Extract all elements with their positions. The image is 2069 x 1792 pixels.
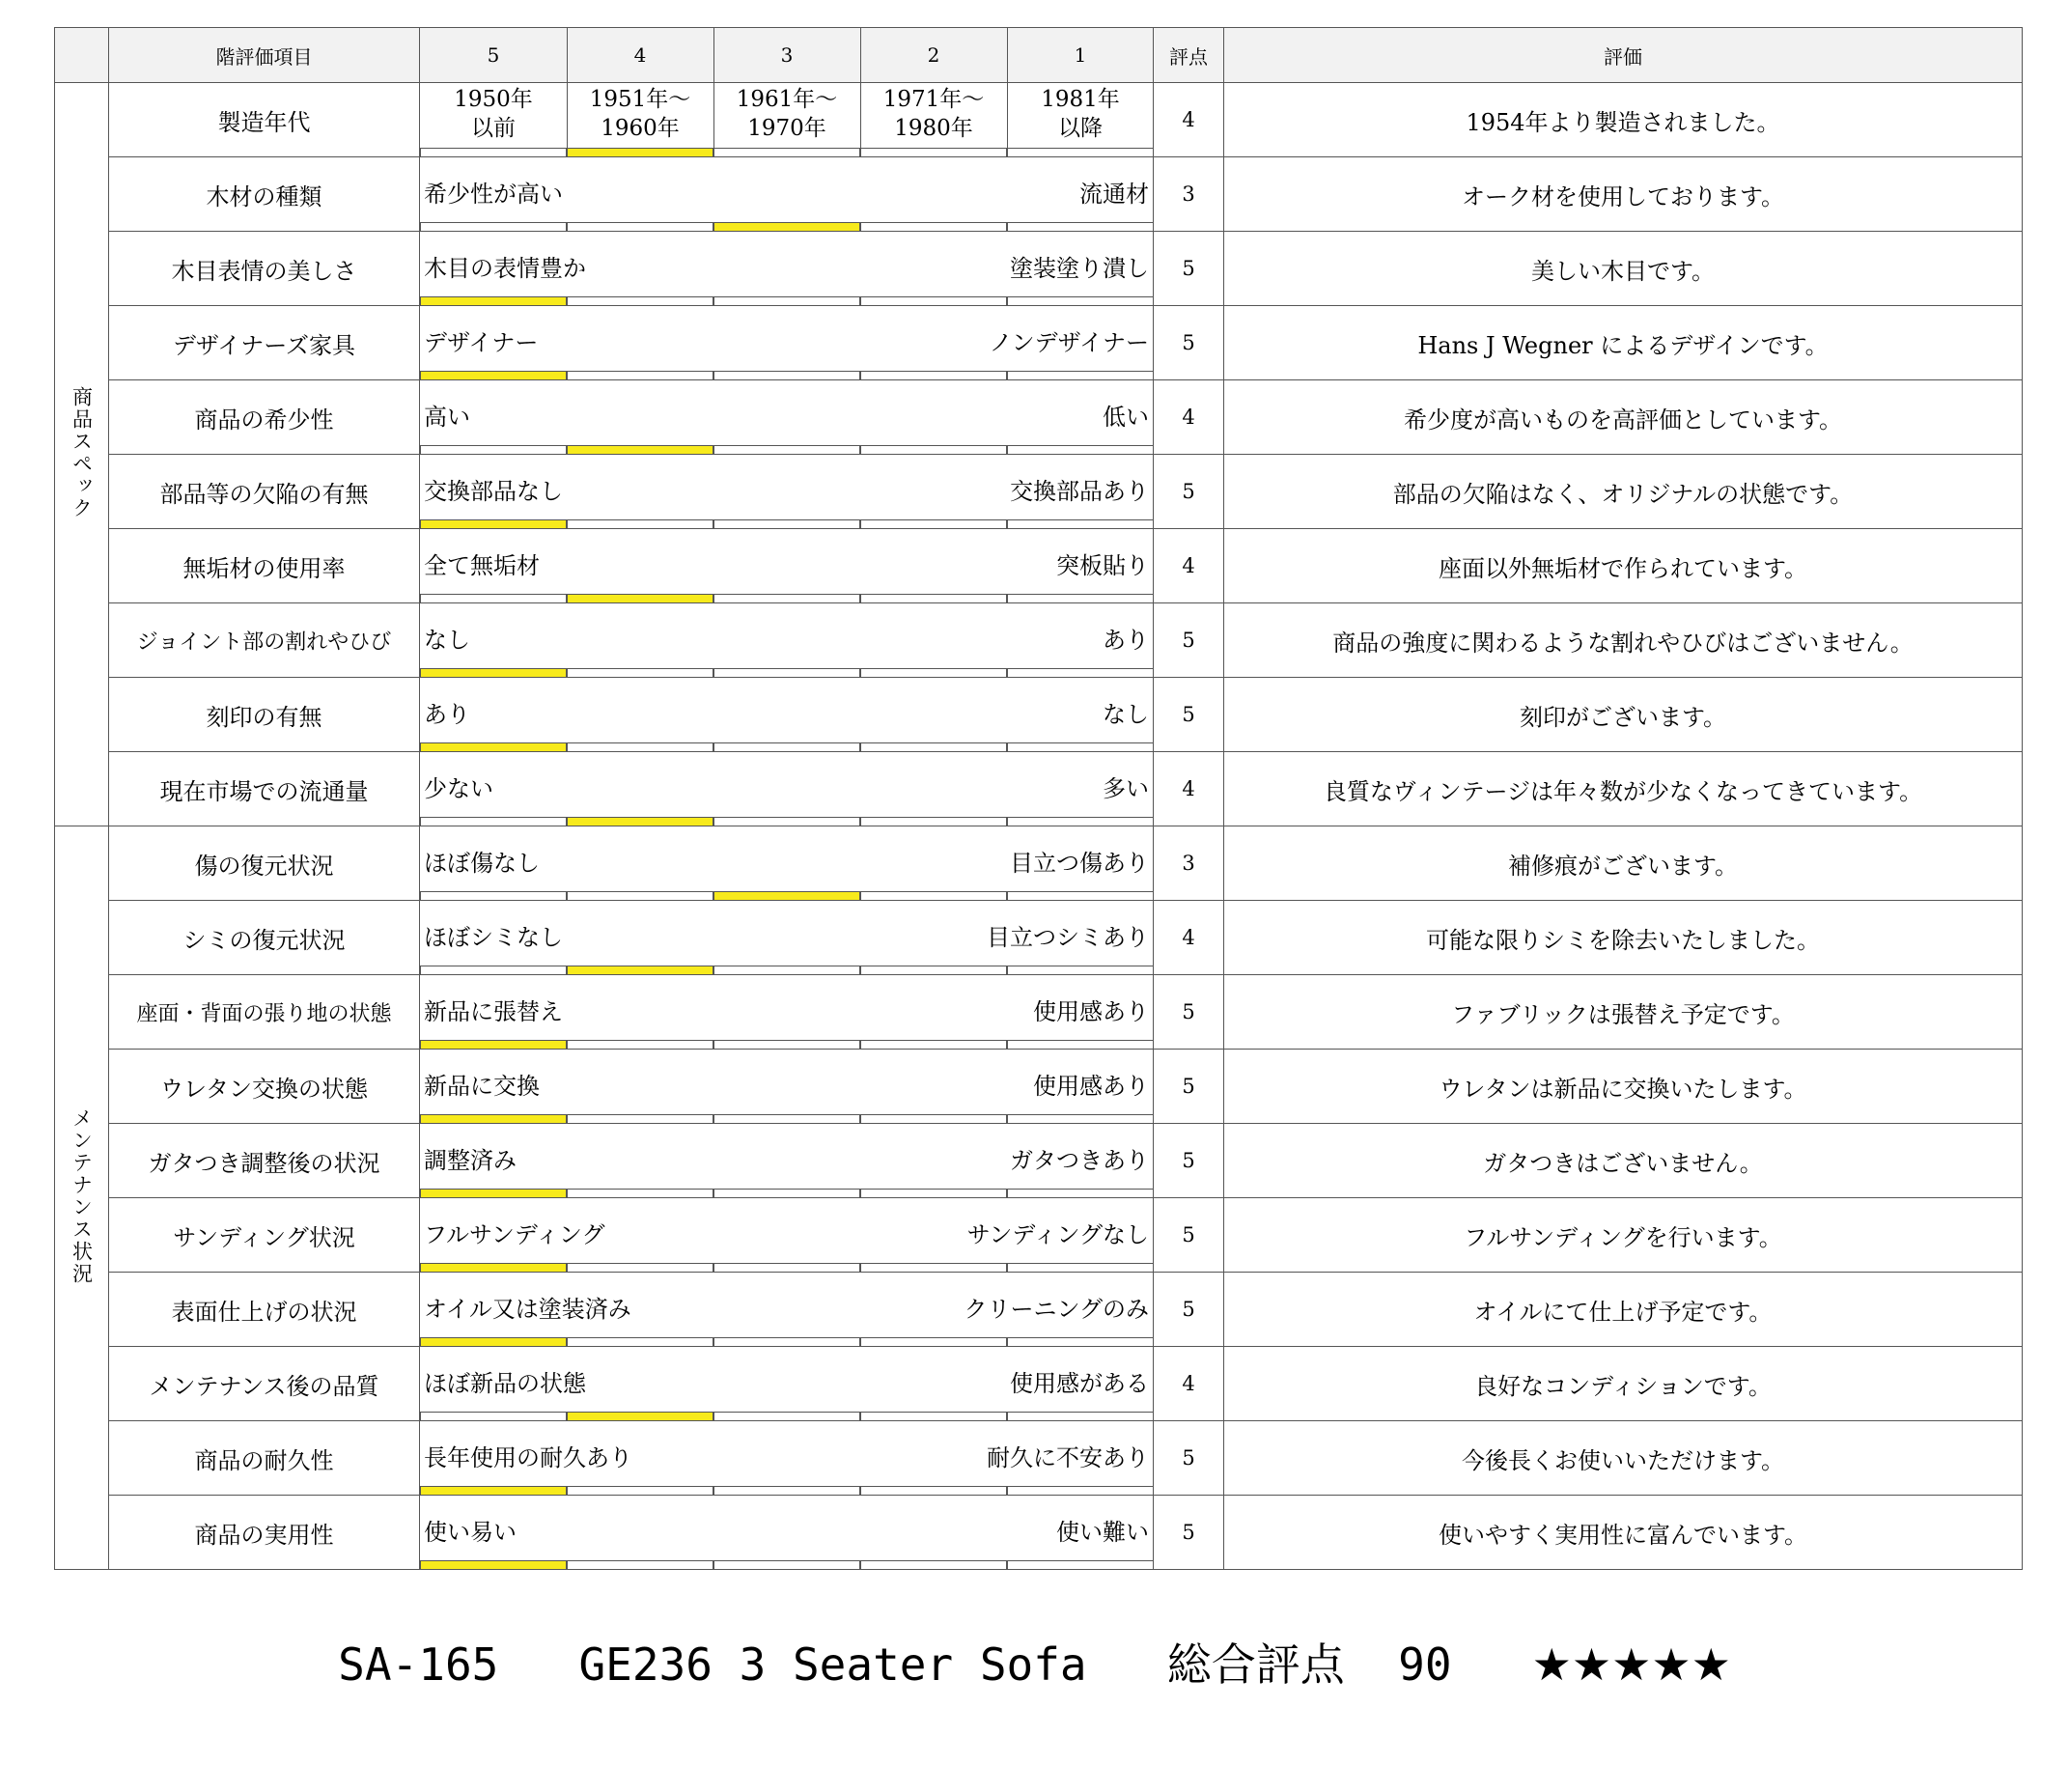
score-cell: 5 (1154, 455, 1224, 529)
table-row (55, 83, 2023, 157)
rating-scale (420, 380, 1154, 455)
scale-segment (567, 891, 713, 900)
year-divider (860, 83, 861, 156)
rating-scale (420, 306, 1154, 380)
scale-segment (567, 148, 713, 156)
scale-segment (860, 222, 1007, 231)
table-row (55, 1198, 2023, 1273)
scale-left-label: 使い易い (424, 1519, 517, 1546)
scale-segment (713, 1486, 860, 1495)
comment-cell: オイルにて仕上げ予定です。 (1224, 1273, 2023, 1347)
rating-scale (420, 901, 1154, 975)
scale-segment (1007, 1040, 1154, 1049)
rating-scale (420, 1496, 1154, 1570)
rating-scale (420, 455, 1154, 529)
item-label: メンテナンス後の品質 (109, 1347, 420, 1421)
scale-segment (420, 1486, 567, 1495)
scale-segment (713, 1040, 860, 1049)
score-cell: 5 (1154, 975, 1224, 1050)
rating-scale (420, 975, 1154, 1050)
scale-segment (420, 1040, 567, 1049)
total-label: 総合評点 (1166, 1638, 1345, 1691)
table-row (55, 306, 2023, 380)
scale-segment (567, 817, 713, 826)
year-divider (713, 83, 714, 156)
item-label: 刻印の有無 (109, 678, 420, 752)
scale-left-label: あり (424, 701, 470, 728)
comment-cell: 座面以外無垢材で作られています。 (1224, 529, 2023, 603)
scale-left-label: なし (424, 627, 470, 654)
item-label: 傷の復元状況 (109, 826, 420, 901)
scale-left-label: 全て無垢材 (424, 552, 540, 579)
scale-segment (420, 594, 567, 602)
comment-cell: 商品の強度に関わるような割れやひびはございません。 (1224, 603, 2023, 678)
scale-segment (860, 966, 1007, 974)
scale-segment (567, 966, 713, 974)
scale-segment (713, 1114, 860, 1123)
scale-left-label: オイル又は塗装済み (424, 1296, 631, 1323)
rating-scale (420, 232, 1154, 306)
scale-segment (713, 222, 860, 231)
scale-segment (420, 296, 567, 305)
score-cell: 5 (1154, 678, 1224, 752)
comment-cell: ガタつきはございません。 (1224, 1124, 2023, 1198)
scale-segment (860, 1040, 1007, 1049)
product-code: SA-165 (338, 1638, 499, 1691)
score-cell: 4 (1154, 529, 1224, 603)
comment-cell: 刻印がございます。 (1224, 678, 2023, 752)
item-label: ウレタン交換の状態 (109, 1050, 420, 1124)
scale-segment (1007, 891, 1154, 900)
scale-segment (420, 1337, 567, 1346)
table-row (55, 1347, 2023, 1421)
scale-segment (860, 1412, 1007, 1420)
scale-segment (713, 742, 860, 751)
scale-segment (567, 222, 713, 231)
scale-segment (420, 1412, 567, 1420)
scale-segment (1007, 296, 1154, 305)
scale-right-label: サンディングなし (966, 1221, 1149, 1248)
scale-segment (420, 148, 567, 156)
comment-cell: ファブリックは張替え予定です。 (1224, 975, 2023, 1050)
scale-left-label: ほぼ傷なし (424, 850, 540, 877)
item-label: 商品の希少性 (109, 380, 420, 455)
scale-segment (567, 1114, 713, 1123)
scale-segment (1007, 1189, 1154, 1197)
scale-segment (713, 1560, 860, 1569)
header-blank (55, 28, 109, 83)
rating-scale (420, 1347, 1154, 1421)
scale-right-label: 使用感あり (1033, 1073, 1149, 1100)
score-cell: 5 (1154, 1273, 1224, 1347)
scale-left-label: 長年使用の耐久あり (424, 1444, 632, 1471)
table-row (55, 901, 2023, 975)
header-level-3: 3 (780, 43, 794, 67)
comment-cell: 使いやすく実用性に富んでいます。 (1224, 1496, 2023, 1570)
comment-cell: 今後長くお使いいただけます。 (1224, 1421, 2023, 1496)
score-cell: 5 (1154, 1198, 1224, 1273)
scale-segment (567, 594, 713, 602)
comment-cell: 1954年より製造されました。 (1224, 83, 2023, 157)
comment-cell: 補修痕がございます。 (1224, 826, 2023, 901)
header-level-2: 2 (927, 43, 940, 67)
scale-segment (860, 445, 1007, 454)
level-divider (860, 28, 861, 82)
scale-right-label: 使い難い (1056, 1519, 1149, 1546)
scale-segment (1007, 966, 1154, 974)
comment-cell: 良好なコンディションです。 (1224, 1347, 2023, 1421)
rating-scale (420, 1421, 1154, 1496)
score-cell: 5 (1154, 603, 1224, 678)
table-row (55, 603, 2023, 678)
score-cell: 4 (1154, 83, 1224, 157)
evaluation-table (54, 27, 2023, 1570)
scale-segment (1007, 222, 1154, 231)
level-divider (713, 28, 714, 82)
scale-segment (860, 519, 1007, 528)
table-row (55, 529, 2023, 603)
scale-segment (713, 966, 860, 974)
scale-right-label: 目立つシミあり (987, 924, 1149, 951)
product-name: GE236 3 Seater Sofa (578, 1638, 1087, 1691)
scale-left-label: 高い (424, 404, 470, 431)
scale-segment (713, 1412, 860, 1420)
year-range: 1961年〜 1970年 (736, 87, 838, 141)
scale-left-label: ほぼシミなし (424, 924, 563, 951)
scale-segment (567, 519, 713, 528)
score-cell: 3 (1154, 826, 1224, 901)
summary-footer (0, 1630, 2069, 1694)
score-cell: 4 (1154, 380, 1224, 455)
scale-right-label: 塗装塗り潰し (1010, 255, 1149, 282)
scale-segment (860, 296, 1007, 305)
scale-segment (1007, 742, 1154, 751)
scale-segment (713, 891, 860, 900)
category-label: メンテナンス状況 (70, 1106, 94, 1285)
scale-segment (860, 817, 1007, 826)
scale-segment (420, 222, 567, 231)
comment-cell: オーク材を使用しております。 (1224, 157, 2023, 232)
scale-segment (713, 594, 860, 602)
scale-right-label: あり (1103, 627, 1149, 654)
year-range: 1951年〜 1960年 (589, 87, 691, 141)
scale-segment (860, 594, 1007, 602)
table-row (55, 1496, 2023, 1570)
year-divider (1007, 83, 1008, 156)
scale-segment (1007, 1337, 1154, 1346)
score-cell: 5 (1154, 232, 1224, 306)
scale-segment (567, 742, 713, 751)
scale-left-label: ほぼ新品の状態 (424, 1370, 586, 1397)
score-cell: 3 (1154, 157, 1224, 232)
scale-segment (1007, 1263, 1154, 1272)
score-cell: 4 (1154, 752, 1224, 826)
scale-segment (1007, 519, 1154, 528)
comment-cell: 美しい木目です。 (1224, 232, 2023, 306)
scale-segment (860, 148, 1007, 156)
scale-left-label: 交換部品なし (424, 478, 563, 505)
header-scale (420, 28, 1154, 83)
table-row (55, 455, 2023, 529)
scale-segment (713, 817, 860, 826)
scale-right-label: なし (1103, 701, 1149, 728)
scale-right-label: 多い (1103, 775, 1149, 802)
scale-segment (567, 1486, 713, 1495)
scale-segment (420, 371, 567, 379)
rating-scale (420, 1050, 1154, 1124)
table-row (55, 157, 2023, 232)
item-label: 製造年代 (109, 83, 420, 157)
scale-segment (860, 891, 1007, 900)
scale-segment (860, 371, 1007, 379)
rating-scale (420, 678, 1154, 752)
scale-segment (1007, 371, 1154, 379)
scale-segment (420, 742, 567, 751)
scale-right-label: ガタつきあり (1010, 1147, 1149, 1174)
scale-segment (567, 371, 713, 379)
scale-segment (1007, 1114, 1154, 1123)
table-row (55, 380, 2023, 455)
comment-cell: 部品の欠陥はなく、オリジナルの状態です。 (1224, 455, 2023, 529)
scale-segment (713, 371, 860, 379)
table-row (55, 1124, 2023, 1198)
rating-scale (420, 603, 1154, 678)
item-label: 商品の耐久性 (109, 1421, 420, 1496)
table-row (55, 975, 2023, 1050)
rating-scale (420, 826, 1154, 901)
table-row (55, 826, 2023, 901)
comment-cell: 可能な限りシミを除去いたしました。 (1224, 901, 2023, 975)
table-row (55, 232, 2023, 306)
item-label: 座面・背面の張り地の状態 (109, 975, 420, 1050)
scale-segment (713, 445, 860, 454)
scale-segment (420, 1189, 567, 1197)
rating-scale (420, 83, 1154, 157)
item-label: ガタつき調整後の状況 (109, 1124, 420, 1198)
evaluation-sheet (54, 27, 2022, 1585)
scale-left-label: 木目の表情豊か (424, 255, 586, 282)
scale-right-label: 耐久に不安あり (987, 1444, 1149, 1471)
item-label: 木材の種類 (109, 157, 420, 232)
scale-right-label: 流通材 (1079, 181, 1149, 208)
item-label: 商品の実用性 (109, 1496, 420, 1570)
item-label: 表面仕上げの状況 (109, 1273, 420, 1347)
scale-left-label: 新品に交換 (424, 1073, 540, 1100)
year-range: 1981年 以降 (1041, 87, 1120, 141)
item-label: デザイナーズ家具 (109, 306, 420, 380)
scale-segment (1007, 817, 1154, 826)
scale-segment (860, 1486, 1007, 1495)
scale-segment (567, 1040, 713, 1049)
item-label: 無垢材の使用率 (109, 529, 420, 603)
scale-segment (567, 296, 713, 305)
item-label: ジョイント部の割れやひび (109, 603, 420, 678)
scale-segment (860, 742, 1007, 751)
table-row (55, 1050, 2023, 1124)
comment-cell: フルサンディングを行います。 (1224, 1198, 2023, 1273)
scale-segment (420, 817, 567, 826)
scale-segment (713, 1189, 860, 1197)
score-cell: 5 (1154, 1050, 1224, 1124)
header-comment: 評価 (1224, 28, 2023, 83)
rating-scale (420, 157, 1154, 232)
table-body (55, 83, 2023, 1570)
table-row (55, 678, 2023, 752)
header-level-5: 5 (487, 43, 500, 67)
comment-cell: Hans J Wegner によるデザインです。 (1224, 306, 2023, 380)
scale-right-label: 交換部品あり (1010, 478, 1149, 505)
scale-left-label: デザイナー (424, 329, 539, 356)
scale-left-label: 少ない (424, 775, 493, 802)
star-rating: ★★★★★ (1531, 1638, 1731, 1691)
scale-right-label: 低い (1103, 404, 1149, 431)
scale-segment (713, 296, 860, 305)
item-label: 現在市場での流通量 (109, 752, 420, 826)
comment-cell: 良質なヴィンテージは年々数が少なくなってきています。 (1224, 752, 2023, 826)
scale-left-label: 調整済み (424, 1147, 517, 1174)
scale-segment (420, 445, 567, 454)
scale-segment (713, 148, 860, 156)
rating-scale (420, 752, 1154, 826)
header-level-4: 4 (633, 43, 647, 67)
total-score: 90 (1398, 1638, 1452, 1691)
scale-segment (713, 1263, 860, 1272)
scale-right-label: 目立つ傷あり (1010, 850, 1149, 877)
scale-segment (860, 1114, 1007, 1123)
scale-segment (567, 668, 713, 677)
scale-segment (1007, 1560, 1154, 1569)
scale-segment (567, 1263, 713, 1272)
scale-segment (567, 445, 713, 454)
level-divider (567, 28, 568, 82)
table-row (55, 752, 2023, 826)
scale-segment (1007, 1412, 1154, 1420)
scale-segment (420, 668, 567, 677)
comment-cell: ウレタンは新品に交換いたします。 (1224, 1050, 2023, 1124)
header-score: 評点 (1154, 28, 1224, 83)
scale-segment (567, 1560, 713, 1569)
score-cell: 5 (1154, 1124, 1224, 1198)
level-divider (1007, 28, 1008, 82)
item-label: 部品等の欠陥の有無 (109, 455, 420, 529)
item-label: シミの復元状況 (109, 901, 420, 975)
category-maintenance (55, 826, 109, 1570)
score-cell: 5 (1154, 1421, 1224, 1496)
table-row (55, 1421, 2023, 1496)
comment-cell: 希少度が高いものを高評価としています。 (1224, 380, 2023, 455)
scale-segment (567, 1189, 713, 1197)
scale-right-label: 使用感あり (1033, 998, 1149, 1025)
score-cell: 5 (1154, 306, 1224, 380)
scale-segment (860, 1189, 1007, 1197)
rating-scale (420, 529, 1154, 603)
scale-left-label: 希少性が高い (424, 181, 563, 208)
scale-segment (420, 519, 567, 528)
year-divider (567, 83, 568, 156)
item-label: 木目表情の美しさ (109, 232, 420, 306)
scale-segment (420, 966, 567, 974)
rating-scale (420, 1273, 1154, 1347)
score-cell: 5 (1154, 1496, 1224, 1570)
category-spec (55, 83, 109, 826)
scale-segment (713, 519, 860, 528)
scale-segment (420, 1263, 567, 1272)
rating-scale (420, 1124, 1154, 1198)
scale-right-label: 突板貼り (1056, 552, 1149, 579)
year-range: 1950年 以前 (454, 87, 533, 141)
scale-segment (860, 668, 1007, 677)
scale-segment (567, 1337, 713, 1346)
scale-left-label: フルサンディング (424, 1221, 605, 1248)
category-label: 商品スペック (70, 385, 94, 519)
scale-segment (1007, 668, 1154, 677)
scale-segment (1007, 1486, 1154, 1495)
scale-right-label: 使用感がある (1010, 1370, 1149, 1397)
scale-segment (420, 1114, 567, 1123)
header-level-1: 1 (1074, 43, 1087, 67)
item-label: サンディング状況 (109, 1198, 420, 1273)
header-row (55, 28, 2023, 83)
scale-segment (420, 891, 567, 900)
rating-scale (420, 1198, 1154, 1273)
scale-right-label: クリーニングのみ (964, 1296, 1149, 1323)
scale-segment (860, 1337, 1007, 1346)
table-row (55, 1273, 2023, 1347)
scale-left-label: 新品に張替え (424, 998, 563, 1025)
scale-segment (420, 1560, 567, 1569)
year-range: 1971年〜 1980年 (882, 87, 985, 141)
scale-segment (567, 1412, 713, 1420)
scale-right-label: ノンデザイナー (989, 329, 1149, 356)
scale-segment (1007, 594, 1154, 602)
score-cell: 4 (1154, 1347, 1224, 1421)
scale-segment (860, 1263, 1007, 1272)
scale-segment (1007, 445, 1154, 454)
scale-segment (860, 1560, 1007, 1569)
scale-segment (713, 1337, 860, 1346)
score-cell: 4 (1154, 901, 1224, 975)
scale-segment (1007, 148, 1154, 156)
scale-segment (713, 668, 860, 677)
header-item: 階評価項目 (109, 28, 420, 83)
